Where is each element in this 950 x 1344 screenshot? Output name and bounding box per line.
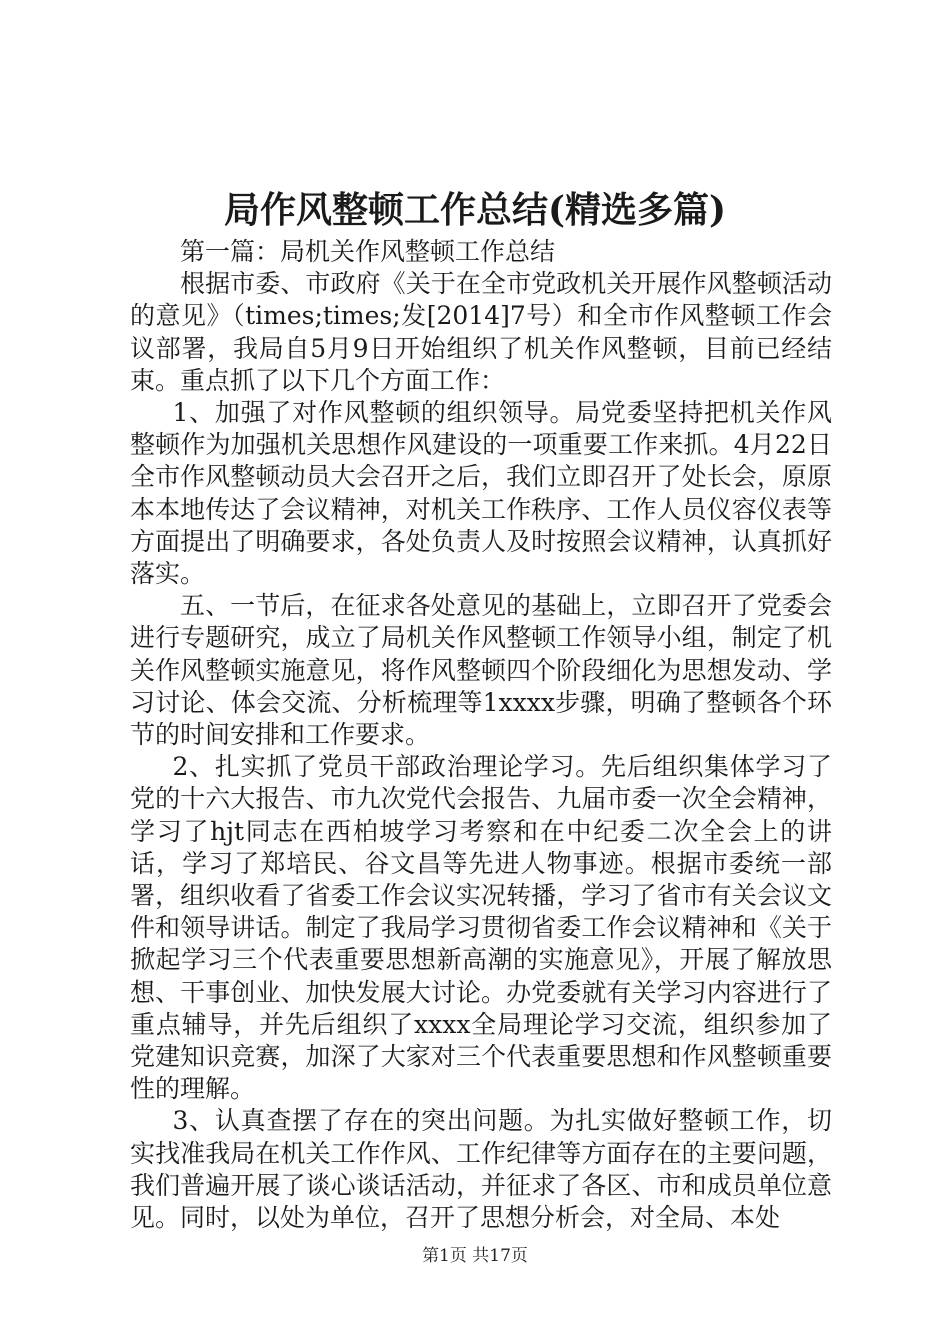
paragraph-point-1: 1、加强了对作风整顿的组织领导。局党委坚持把机关作风整顿作为加强机关思想作风建设的一项重要工作来抓。4月22日全市作风整顿动员大会召开之后，我们立即召开了处长会，原原本本地传达了会议精神，对机关工作秩序、工作人员仪容仪表等方面提出了明确要求，各处负责人及时按照会议精神，认真抓好落实。 (130, 398, 832, 589)
section-heading: 第一篇：局机关作风整顿工作总结 (180, 237, 556, 266)
document-body (130, 236, 832, 1234)
document-title: 局作风整顿工作总结(精选多篇) (223, 189, 727, 231)
page-footer: 第1页 共17页 (422, 1246, 528, 1266)
paragraph-intro: 根据市委、市政府《关于在全市党政机关开展作风整顿活动的意见》（times;times;发[2014]7号）和全市作风整顿工作会议部署，我局自5月9日开始组织了机关作风整顿，目前已经结束。重点抓了以下几个方面工作： (130, 269, 832, 395)
paragraph-after-holiday: 五、一节后，在征求各处意见的基础上，立即召开了党委会进行专题研究，成立了局机关作风整顿工作领导小组，制定了机关作风整顿实施意见，将作风整顿四个阶段细化为思想发动、学习讨论、体会交流、分析梳理等1xxxx步骤，明确了整顿各个环节的时间安排和工作要求。 (130, 591, 832, 750)
paragraph-point-2: 2、扎实抓了党员干部政治理论学习。先后组织集体学习了党的十六大报告、市九次党代会报告、九届市委一次全会精神，学习了hjt同志在西柏坡学习考察和在中纪委二次全会上的讲话，学习了郑培民、谷文昌等先进人物事迹。根据市委统一部署，组织收看了省委工作会议实况转播，学习了省市有关会议文件和领导讲话。制定了我局学习贯彻省委工作会议精神和《关于掀起学习三个代表重要思想新高潮的实施意见》，开展了解放思想、干事创业、加快发展大讨论。办党委就有关学习内容进行了重点辅导，并先后组织了xxxx全局理论学习交流，组织参加了党建知识竞赛，加深了大家对三个代表重要思想和作风整顿重要性的理解。 (130, 752, 832, 1104)
paragraph-point-3: 3、认真查摆了存在的突出问题。为扎实做好整顿工作，切实找准我局在机关工作作风、工作纪律等方面存在的主要问题，我们普遍开展了谈心谈话活动，并征求了各区、市和成员单位意见。同时，以处为单位，召开了思想分析会，对全局、本处 (130, 1106, 832, 1233)
